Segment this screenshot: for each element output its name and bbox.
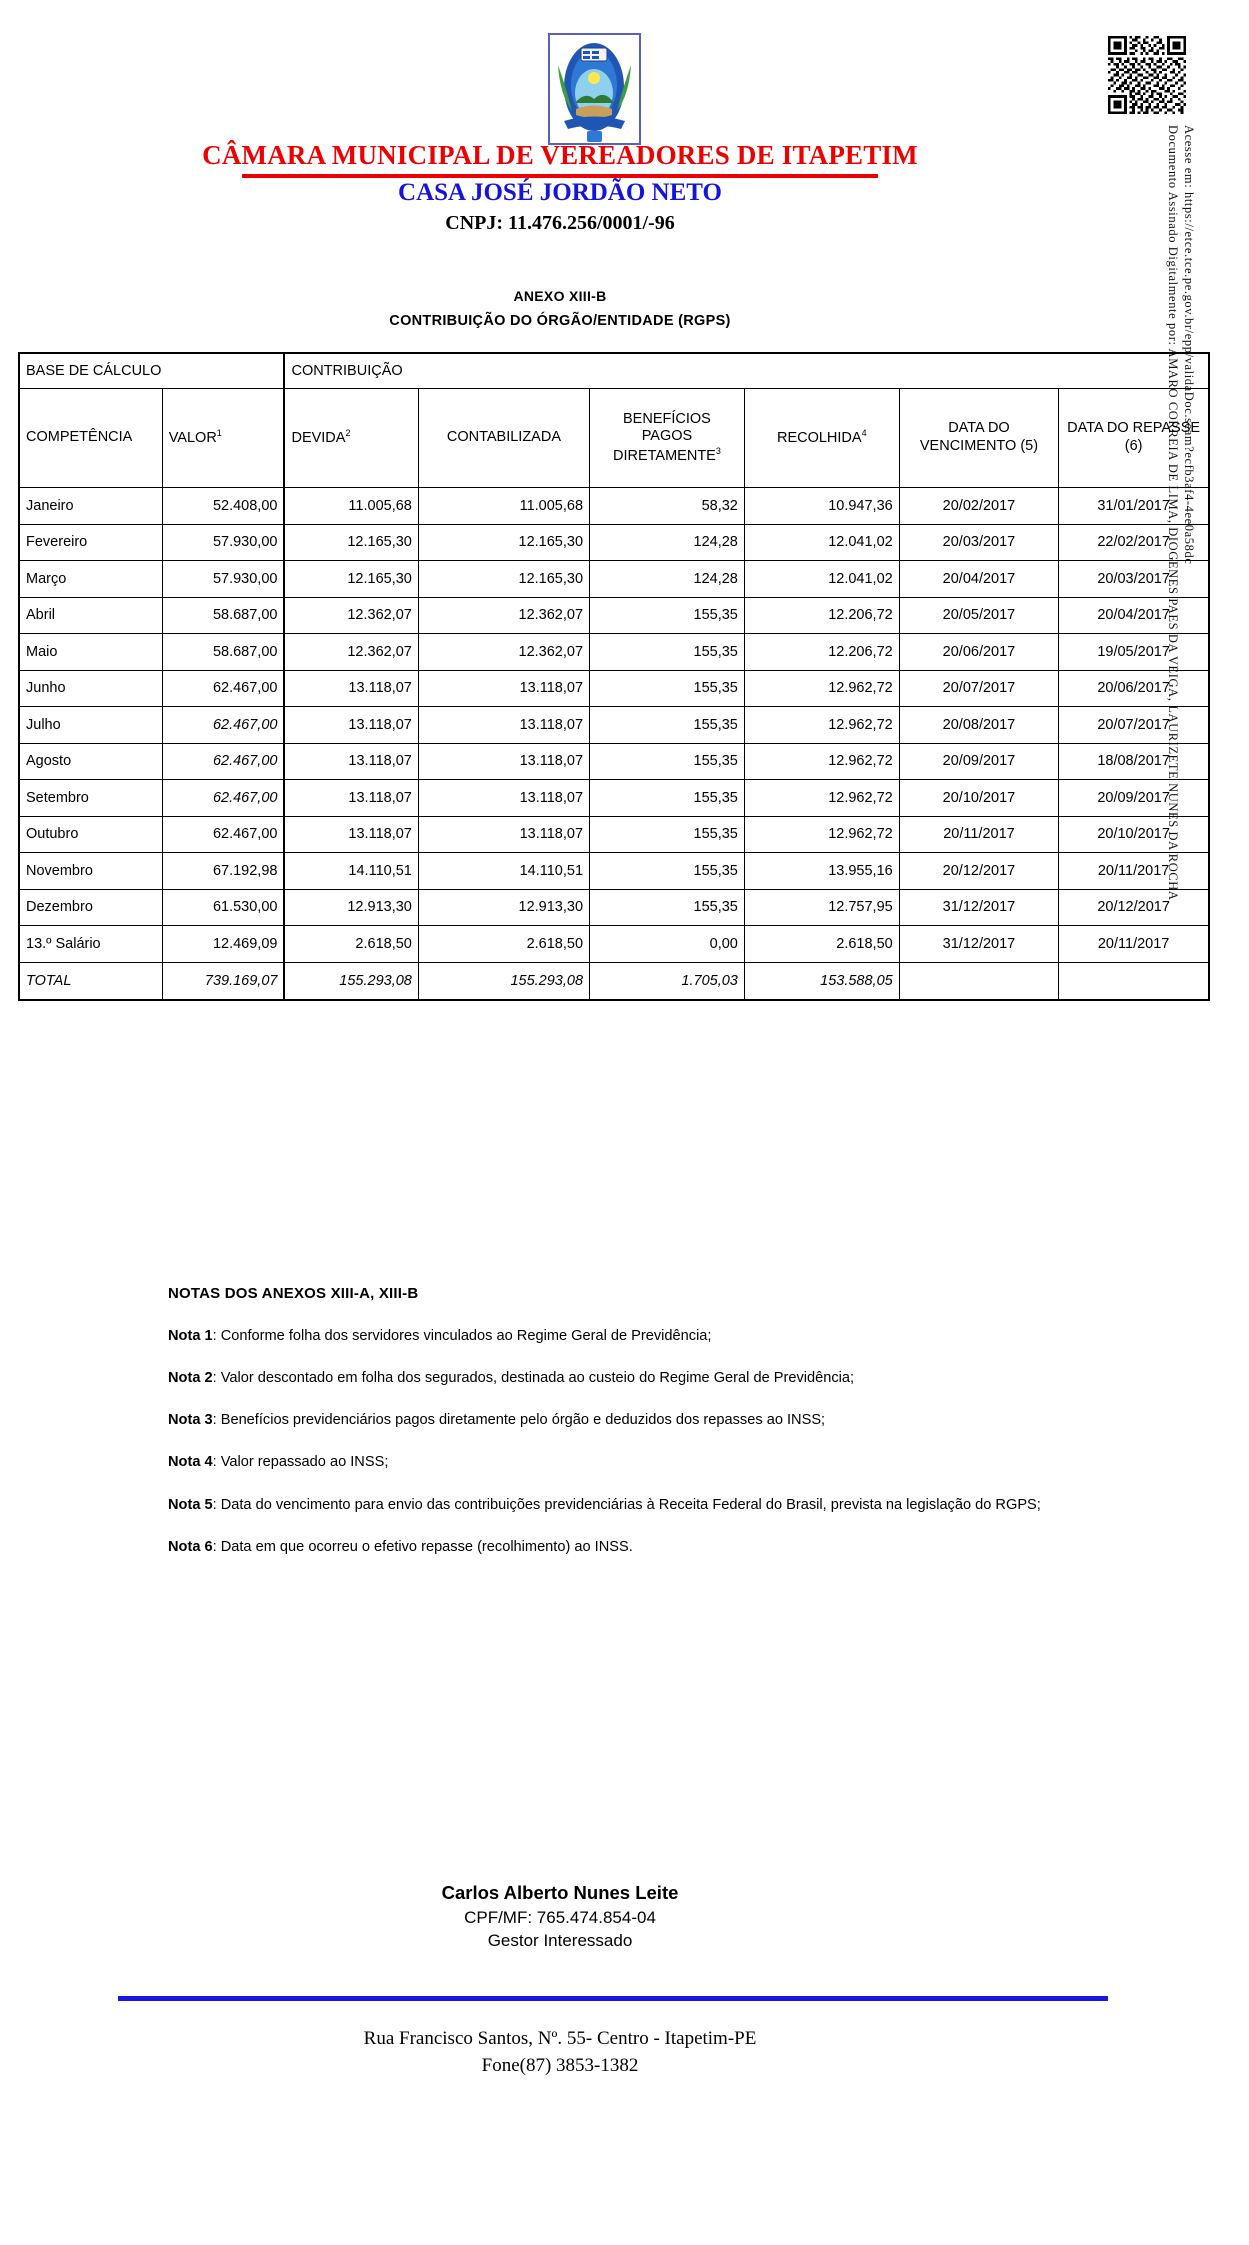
total-cell-beneficios: 1.705,03	[590, 962, 745, 1000]
cell-beneficios: 155,35	[590, 743, 745, 780]
column-header-repasse: DATA DO REPASSE (6)	[1059, 389, 1209, 488]
contribution-table-wrapper	[18, 352, 1210, 1001]
table-group-header-row	[19, 353, 1209, 389]
note-label: Nota 2	[168, 1370, 213, 1387]
total-cell-vencimento	[899, 962, 1059, 1000]
cell-repasse: 20/04/2017	[1059, 597, 1209, 634]
column-header-devida: DEVIDA$^2$	[284, 389, 418, 488]
cell-contabilizada: 13.118,07	[418, 816, 589, 853]
cell-valor: 52.408,00	[162, 488, 284, 525]
table-row	[19, 634, 1209, 671]
cell-devida: 13.118,07	[284, 707, 418, 744]
cell-contabilizada: 11.005,68	[418, 488, 589, 525]
cell-competencia: Setembro	[19, 780, 162, 817]
table-header-row	[19, 389, 1209, 488]
cell-vencimento: 20/08/2017	[899, 707, 1059, 744]
group-header-base: BASE DE CÁLCULO	[19, 353, 284, 389]
cell-vencimento: 20/10/2017	[899, 780, 1059, 817]
cell-recolhida: 12.962,72	[744, 780, 899, 817]
cell-beneficios: 155,35	[590, 707, 745, 744]
signature-line-2: Acesse em: https://etce.tce.pe.gov.br/epp/validaDoc.seam?ecfb3af4-4ee0a58dc	[1182, 125, 1196, 565]
footnote-marker: 4	[861, 428, 867, 439]
cell-devida: 12.913,30	[284, 889, 418, 926]
org-name: CÂMARA MUNICIPAL DE VEREADORES DE ITAPETIM	[202, 140, 918, 170]
column-header-contabilizada: CONTABILIZADA	[418, 389, 589, 488]
cell-repasse: 20/10/2017	[1059, 816, 1209, 853]
cell-beneficios: 155,35	[590, 816, 745, 853]
cell-valor: 58.687,00	[162, 597, 284, 634]
cell-devida: 12.165,30	[284, 561, 418, 598]
cell-devida: 12.165,30	[284, 524, 418, 561]
cell-repasse: 20/06/2017	[1059, 670, 1209, 707]
footer-address-block	[0, 2028, 1120, 2077]
column-header-recolhida: RECOLHIDA$^4$	[744, 389, 899, 488]
cell-recolhida: 12.962,72	[744, 816, 899, 853]
cell-competencia: 13.º Salário	[19, 926, 162, 963]
notes-section	[168, 1285, 1053, 1579]
cell-beneficios: 58,32	[590, 488, 745, 525]
cell-beneficios: 155,35	[590, 670, 745, 707]
cell-valor: 57.930,00	[162, 561, 284, 598]
cell-devida: 13.118,07	[284, 670, 418, 707]
cell-recolhida: 12.206,72	[744, 634, 899, 671]
cell-repasse: 31/01/2017	[1059, 488, 1209, 525]
table-row	[19, 561, 1209, 598]
table-row	[19, 670, 1209, 707]
cell-contabilizada: 12.165,30	[418, 524, 589, 561]
footer-phone: Fone(87) 3853-1382	[481, 2055, 639, 2076]
total-cell-contabilizada: 155.293,08	[418, 962, 589, 1000]
total-cell-recolhida: 153.588,05	[744, 962, 899, 1000]
table-row	[19, 707, 1209, 744]
cell-devida: 14.110,51	[284, 853, 418, 890]
cell-vencimento: 20/03/2017	[899, 524, 1059, 561]
signer-cpf: CPF/MF: 765.474.854-04	[464, 1908, 656, 1927]
cell-repasse: 20/11/2017	[1059, 853, 1209, 890]
cell-competencia: Fevereiro	[19, 524, 162, 561]
signature-line-1: Documento Assinado Digitalmente por: AMARO CORREIA DE LIMA, DIOGENES PAES DA VEIGA, LAURIZETE NUNES DA ROCHA	[1166, 125, 1180, 901]
cell-competencia: Abril	[19, 597, 162, 634]
cell-competencia: Agosto	[19, 743, 162, 780]
cell-competencia: Março	[19, 561, 162, 598]
cell-recolhida: 13.955,16	[744, 853, 899, 890]
cell-recolhida: 12.041,02	[744, 524, 899, 561]
cell-recolhida: 12.041,02	[744, 561, 899, 598]
column-header-competencia: COMPETÊNCIA	[19, 389, 162, 488]
cell-valor: 62.467,00	[162, 780, 284, 817]
notes-title: NOTAS DOS ANEXOS XIII-A, XIII-B	[168, 1285, 419, 1302]
cell-contabilizada: 12.362,07	[418, 634, 589, 671]
cell-beneficios: 155,35	[590, 597, 745, 634]
cell-contabilizada: 13.118,07	[418, 743, 589, 780]
footnote-marker: 1	[216, 428, 222, 439]
cell-contabilizada: 12.913,30	[418, 889, 589, 926]
table-row	[19, 743, 1209, 780]
table-row	[19, 524, 1209, 561]
total-cell-devida: 155.293,08	[284, 962, 418, 1000]
table-row	[19, 889, 1209, 926]
cell-beneficios: 0,00	[590, 926, 745, 963]
cell-valor: 62.467,00	[162, 670, 284, 707]
cell-contabilizada: 12.165,30	[418, 561, 589, 598]
cell-repasse: 20/03/2017	[1059, 561, 1209, 598]
cell-beneficios: 155,35	[590, 853, 745, 890]
cell-vencimento: 31/12/2017	[899, 926, 1059, 963]
total-cell-repasse	[1059, 962, 1209, 1000]
cell-recolhida: 2.618,50	[744, 926, 899, 963]
cell-repasse: 18/08/2017	[1059, 743, 1209, 780]
note-item: Nota 5: Data do vencimento para envio das contribuições previdenciárias à Receita Federal do Brasil, prevista na legislação do RGPS;	[168, 1496, 1041, 1513]
cell-repasse: 20/09/2017	[1059, 780, 1209, 817]
cell-valor: 62.467,00	[162, 743, 284, 780]
cell-valor: 67.192,98	[162, 853, 284, 890]
footnote-marker: 2	[345, 428, 351, 439]
total-cell-valor: 739.169,07	[162, 962, 284, 1000]
cell-competencia: Junho	[19, 670, 162, 707]
cell-competencia: Maio	[19, 634, 162, 671]
cell-devida: 2.618,50	[284, 926, 418, 963]
annex-subtitle: CONTRIBUIÇÃO DO ÓRGÃO/ENTIDADE (RGPS)	[389, 313, 731, 329]
org-house-name: CASA JOSÉ JORDÃO NETO	[398, 179, 722, 206]
note-item: Nota 3: Benefícios previdenciários pagos diretamente pelo órgão e deduzidos dos repasses ao INSS;	[168, 1412, 826, 1429]
cell-valor: 58.687,00	[162, 634, 284, 671]
cell-competencia: Dezembro	[19, 889, 162, 926]
annex-title: ANEXO XIII-B	[513, 288, 607, 304]
cell-devida: 13.118,07	[284, 743, 418, 780]
table-row	[19, 926, 1209, 963]
footer-divider	[118, 1996, 1108, 2001]
cell-competencia: Outubro	[19, 816, 162, 853]
cell-vencimento: 31/12/2017	[899, 889, 1059, 926]
signer-role: Gestor Interessado	[487, 1931, 633, 1950]
note-label: Nota 6	[168, 1538, 213, 1555]
cell-contabilizada: 13.118,07	[418, 670, 589, 707]
column-header-vencimento: DATA DO VENCIMENTO (5)	[899, 389, 1059, 488]
footnote-marker: 3	[715, 445, 721, 456]
note-item: Nota 4: Valor repassado ao INSS;	[168, 1454, 389, 1471]
table-row	[19, 853, 1209, 890]
cell-vencimento: 20/09/2017	[899, 743, 1059, 780]
cell-repasse: 20/11/2017	[1059, 926, 1209, 963]
cell-recolhida: 12.962,72	[744, 743, 899, 780]
cell-vencimento: 20/02/2017	[899, 488, 1059, 525]
cell-valor: 12.469,09	[162, 926, 284, 963]
note-item: Nota 2: Valor descontado em folha dos segurados, destinada ao custeio do Regime Geral de Previdência;	[168, 1370, 855, 1387]
cell-beneficios: 155,35	[590, 634, 745, 671]
table-row	[19, 488, 1209, 525]
note-label: Nota 3	[168, 1412, 213, 1429]
cell-competencia: Julho	[19, 707, 162, 744]
cell-repasse: 22/02/2017	[1059, 524, 1209, 561]
column-header-valor: VALOR$^1$	[162, 389, 284, 488]
note-label: Nota 5	[168, 1496, 213, 1513]
cell-contabilizada: 14.110,51	[418, 853, 589, 890]
signature-block	[0, 1882, 1120, 1951]
cell-beneficios: 155,35	[590, 889, 745, 926]
signer-name: Carlos Alberto Nunes Leite	[441, 1882, 679, 1903]
contribution-table	[18, 352, 1210, 1001]
cell-vencimento: 20/07/2017	[899, 670, 1059, 707]
cell-valor: 61.530,00	[162, 889, 284, 926]
org-cnpj: CNPJ: 11.476.256/0001/-96	[445, 212, 675, 234]
cell-devida: 12.362,07	[284, 597, 418, 634]
cell-contabilizada: 12.362,07	[418, 597, 589, 634]
note-item: Nota 1: Conforme folha dos servidores vinculados ao Regime Geral de Previdência;	[168, 1328, 712, 1344]
cell-beneficios: 124,28	[590, 524, 745, 561]
cell-vencimento: 20/11/2017	[899, 816, 1059, 853]
note-item: Nota 6: Data em que ocorreu o efetivo repasse (recolhimento) ao INSS.	[168, 1538, 633, 1555]
cell-beneficios: 124,28	[590, 561, 745, 598]
cell-devida: 13.118,07	[284, 816, 418, 853]
table-row	[19, 780, 1209, 817]
cell-vencimento: 20/05/2017	[899, 597, 1059, 634]
cell-recolhida: 12.962,72	[744, 707, 899, 744]
cell-contabilizada: 13.118,07	[418, 707, 589, 744]
table-total-row	[19, 962, 1209, 1000]
footer-address: Rua Francisco Santos, Nº. 55- Centro - Itapetim-PE	[363, 2028, 757, 2049]
cell-repasse: 20/07/2017	[1059, 707, 1209, 744]
cell-beneficios: 155,35	[590, 780, 745, 817]
cell-recolhida: 12.962,72	[744, 670, 899, 707]
cell-recolhida: 12.757,95	[744, 889, 899, 926]
group-header-contribuicao: CONTRIBUIÇÃO	[284, 353, 1209, 389]
cell-contabilizada: 2.618,50	[418, 926, 589, 963]
table-row	[19, 597, 1209, 634]
qr-code-icon	[1108, 36, 1186, 114]
cell-competencia: Novembro	[19, 853, 162, 890]
cell-devida: 13.118,07	[284, 780, 418, 817]
title-rule	[242, 174, 878, 178]
cell-devida: 11.005,68	[284, 488, 418, 525]
note-label: Nota 4	[168, 1454, 213, 1471]
column-header-beneficios: BENEFÍCIOS PAGOS DIRETAMENTE$^3$	[590, 389, 745, 488]
cell-valor: 57.930,00	[162, 524, 284, 561]
total-cell-competencia: TOTAL	[19, 962, 162, 1000]
cell-valor: 62.467,00	[162, 816, 284, 853]
table-row	[19, 816, 1209, 853]
cell-recolhida: 12.206,72	[744, 597, 899, 634]
note-label: Nota 1	[168, 1328, 213, 1344]
cell-repasse: 19/05/2017	[1059, 634, 1209, 671]
page-title	[0, 140, 1120, 178]
cell-vencimento: 20/06/2017	[899, 634, 1059, 671]
coat-of-arms-logo	[548, 33, 641, 145]
cell-competencia: Janeiro	[19, 488, 162, 525]
cell-repasse: 20/12/2017	[1059, 889, 1209, 926]
cell-valor: 62.467,00	[162, 707, 284, 744]
cell-vencimento: 20/04/2017	[899, 561, 1059, 598]
cell-recolhida: 10.947,36	[744, 488, 899, 525]
cell-vencimento: 20/12/2017	[899, 853, 1059, 890]
cell-devida: 12.362,07	[284, 634, 418, 671]
cell-contabilizada: 13.118,07	[418, 780, 589, 817]
